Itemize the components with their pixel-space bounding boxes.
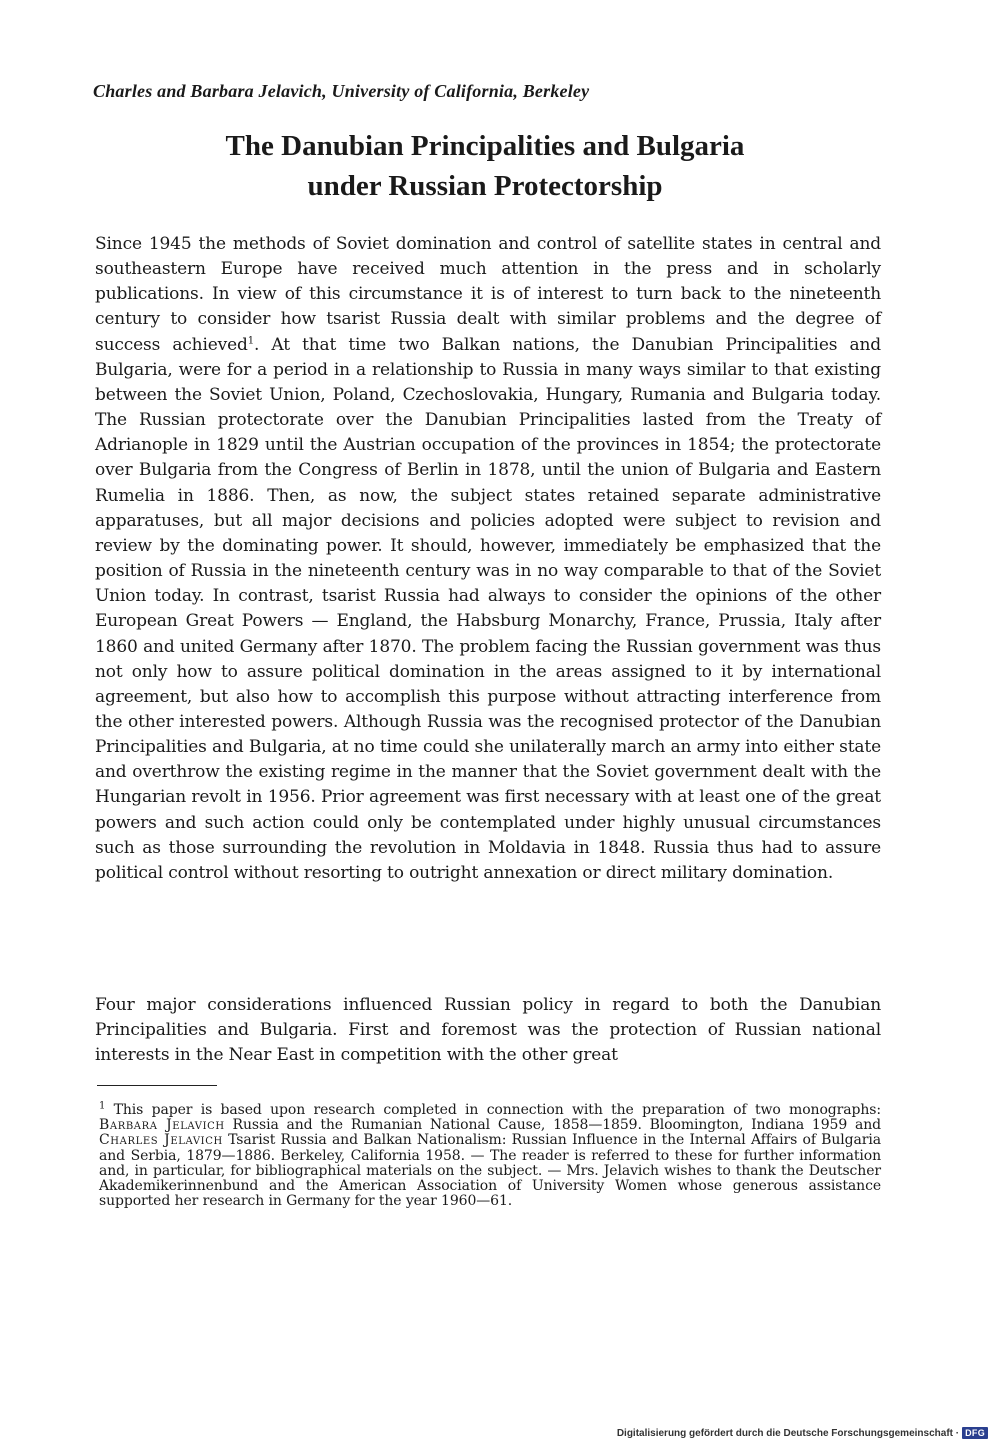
footnote-text-a: This paper is based upon research completed in connection with the preparation of two monographs:	[105, 1102, 881, 1118]
body-paragraph-1	[95, 232, 881, 886]
digitization-notice	[617, 1427, 988, 1439]
footnote-author-charles: Charles Jelavich	[99, 1132, 223, 1149]
paragraph-1-text-a: Since 1945 the methods of Soviet domination and control of satellite states in central and southeastern Europe have received much attention in the press and in scholarly publications. In view of this circumstance it is of interest to turn back to the nineteenth century to consider how tsarist Russia dealt with similar problems and the degree of success achieved	[95, 234, 881, 355]
footnote-reference-1[interactable]: 1	[247, 334, 254, 346]
footnote-author-barbara: Barbara Jelavich	[99, 1117, 225, 1134]
dfg-logo-icon: DFG	[962, 1427, 988, 1439]
footnote-text-b: Russia and the Rumanian National Cause, 1858—1859. Bloomington, Indiana 1959 and	[224, 1117, 882, 1134]
title-line-2: under Russian Protectorship	[307, 170, 663, 202]
article-title	[0, 126, 970, 206]
body-paragraph-2: Four major considerations influenced Russian policy in regard to both the Danubian Principalities and Bulgaria. First and foremost was the protection of Russian national interests in the Near East in competition with the other great	[95, 995, 881, 1066]
author-affiliation: Charles and Barbara Jelavich, University of California, Berkeley	[93, 81, 590, 101]
title-line-1: The Danubian Principalities and Bulgaria	[225, 130, 745, 162]
paragraph-1-text-b: . At that time two Balkan nations, the Danubian Principalities and Bulgaria, were for a period in a relationship to Russia in many ways similar to that existing between the Soviet Union, Poland, Czechoslovakia, Hungary, Rumania and Bulgaria today. The Russian protectorate over the Danubian Principalities lasted from the Treaty of Adrianople in 1829 until the Austrian occupation of the provinces in 1854; the protectorate over Bulgaria from the Congress of Berlin in 1878, until the union of Bulgaria and Eastern Rumelia in 1886. Then, as now, the subject states retained separate administrative apparatuses, but all major decisions and policies adopted were subject to revision and review by the dominating power. It should, however, immediately be emphasized that the position of Russia in the nineteenth century was in no way comparable to that of the Soviet Union today. In contrast, tsarist Russia had always to consider the opinions of the other European Great Powers — England, the Habsburg Monarchy, France, Prussia, Italy after 1860 and united Germany after 1870. The problem facing the Russian government was thus not only how to assure political domination in the areas assigned to it by international agreement, but also how to accomplish this purpose without attracting interference from the other interested powers. Although Russia was the recognised protector of the Danubian Principalities and Bulgaria, at no time could she unilaterally march an army into either state and overthrow the existing regime in the manner that the Soviet government dealt with the Hungarian revolt in 1956. Prior agreement was first necessary with at least one of the great powers and such action could only be contemplated under highly unusual circumstances such as those surrounding the revolution in Moldavia in 1848. Russia thus had to assure political control without resorting to outright annexation or direct military domination.	[95, 334, 881, 883]
digitization-notice-text: Digitalisierung gefördert durch die Deutsche Forschungsgemeinschaft ·	[616, 1427, 960, 1439]
footnote-text-c: Tsarist Russia and Balkan Nationalism: Russian Influence in the Internal Affairs of Bulgaria and Serbia, 1879—1886. Berkeley, California 1958. — The reader is referred to these for further information and, in particular, for bibliographical materials on the subject. — Mrs. Jelavich wishes to thank the Deutscher Akademikerinnenbund and the American Association of University Women whose generous assistance supported her research in Germany for the year 1960—61.	[99, 1132, 881, 1210]
footnote-1	[99, 1100, 882, 1210]
footnote-marker: 1	[99, 1100, 106, 1112]
footnote-divider	[97, 1085, 217, 1086]
